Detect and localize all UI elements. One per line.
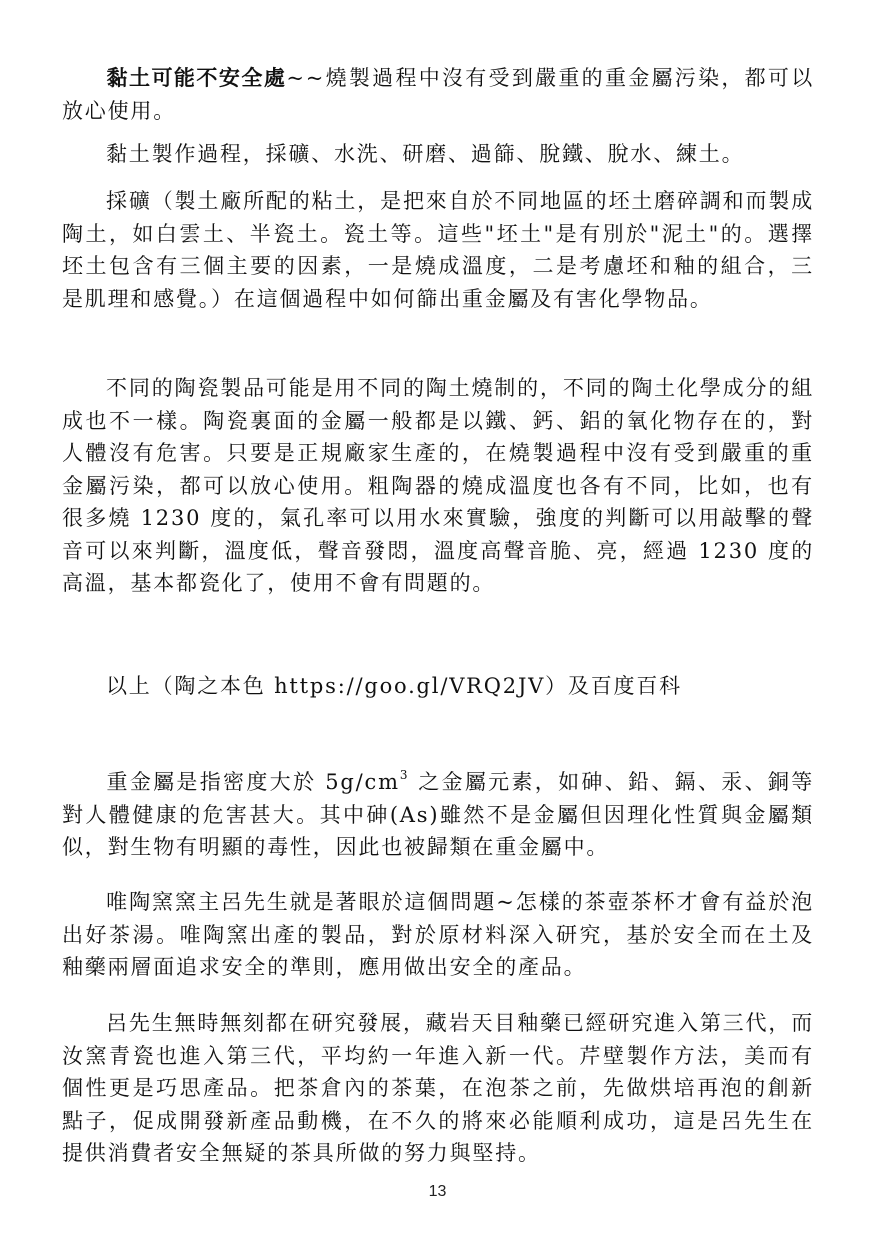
paragraph-text: 採礦（製土廠所配的粘土，是把來自於不同地區的坯土磨碎調和而製成陶土，如白雲土、半瓷土。瓷土等。這些"坯土"是有別於"泥土"的。選擇坯土包含有三個主要的因素，一是燒成溫度，二是考慮坯和釉的組合，三是肌理和感覺。）在這個過程中如何篩出重金屬及有害化學物品。 [62,189,814,311]
superscript-exponent: 3 [399,768,410,782]
paragraph-source-citation [62,670,814,703]
paragraph-text-start: 重金屬是指密度大於 5g/cm [106,770,400,794]
paragraph-text-end: 之金屬元素，如砷、鉛、鎘、汞、銅等對人體健康的危害甚大。其中砷(As)雖然不是金屬但因理化性質與金屬類似，對生物有明顯的毒性，因此也被歸類在重金屬中。 [62,770,814,859]
paragraph-text: 黏土製作過程，採礦、水洗、研磨、過篩、脫鐵、脫水、練土。 [106,142,745,166]
paragraph-text: ~~燒製過程中沒有受到嚴重的重金屬污染，都可以放心使用。 [62,66,815,123]
paragraph-mining [62,185,814,315]
paragraph-heavy-metals [62,766,814,864]
paragraph-clay-process [62,138,814,171]
page-number: 13 [428,1183,447,1200]
paragraph-text: 呂先生無時無刻都在研究發展，藏岩天目釉藥已經研究進入第三代，而汝窯青瓷也進入第三代，平均約一年進入新一代。芹壁製作方法，美而有個性更是巧思產品。把茶倉內的茶葉，在泡茶之前，先做烘培再泡的創新點子，促成開發新產品動機，在不久的將來必能順利成功，這是呂先生在提供消費者安全無疑的茶具所做的努力與堅持。 [62,1011,814,1165]
section-heading: 黏土可能不安全處 [106,66,287,90]
paragraph-kiln-owner [62,886,814,984]
paragraph-text: 唯陶窯窯主呂先生就是著眼於這個問題~怎樣的茶壺茶杯才會有益於泡出好茶湯。唯陶窯出產的製品，對於原材料深入研究，基於安全而在土及釉藥兩層面追求安全的準則，應用做出安全的產品。 [62,890,814,979]
citation-text: 以上（陶之本色 https://goo.gl/VRQ2JV）及百度百科 [106,674,682,698]
paragraph-text: 不同的陶瓷製品可能是用不同的陶土燒制的，不同的陶土化學成分的組成也不一樣。陶瓷裏面的金屬一般都是以鐵、鈣、鋁的氧化物存在的，對人體沒有危害。只要是正規廠家生產的，在燒製過程中沒有受到嚴重的重金屬污染，都可以放心使用。粗陶器的燒成溫度也各有不同，比如，也有很多燒 1230 度的，氣孔率可以用水來實驗，強度的判斷可以用敲擊的聲音可以來判斷，溫度低，聲音發悶，溫度高聲音脆、亮，經過 1230 度的高溫，基本都瓷化了，使用不會有問題的。 [62,376,814,595]
paragraph-clay-safety [62,62,814,127]
paragraph-research-development [62,1007,814,1170]
paragraph-ceramic-composition [62,372,814,600]
